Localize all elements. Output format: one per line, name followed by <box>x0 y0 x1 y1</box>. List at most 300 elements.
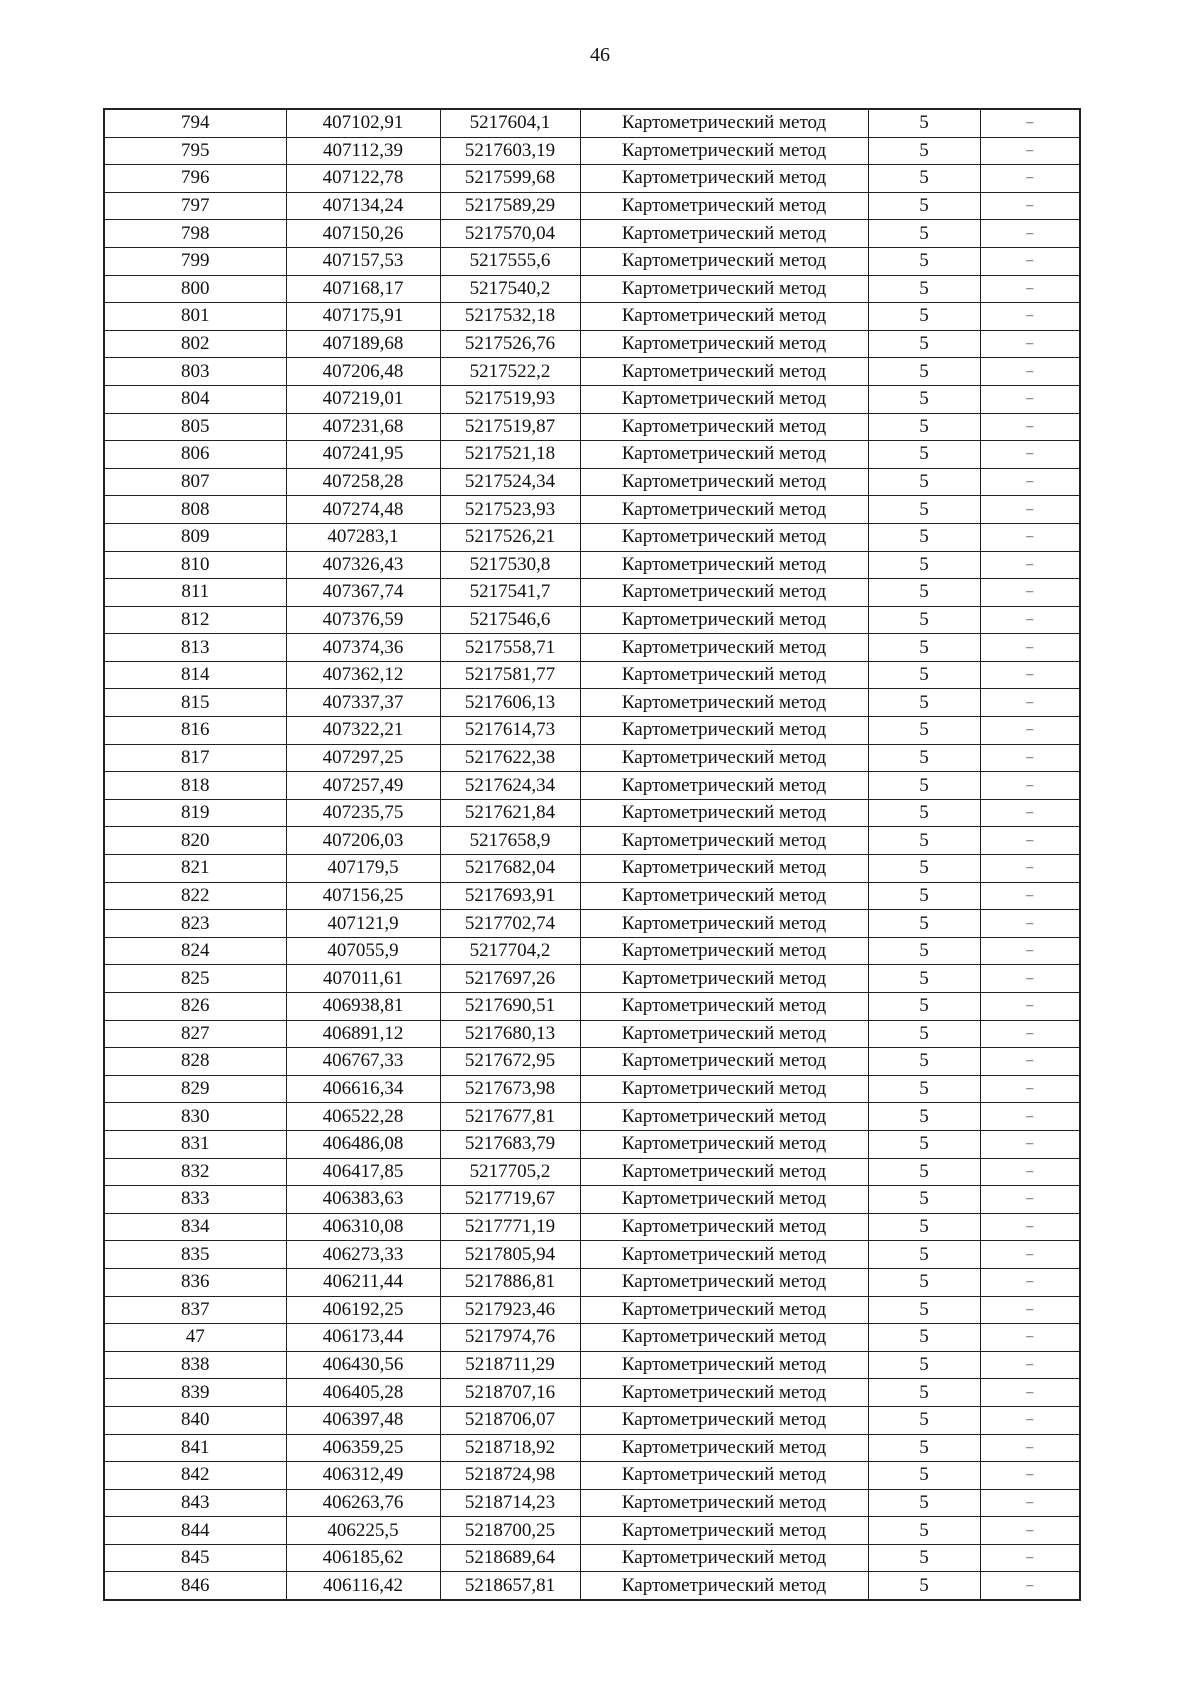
description-cell: – <box>980 1379 1080 1407</box>
x-coordinate-cell: 407297,25 <box>286 744 440 772</box>
x-coordinate-cell: 407326,43 <box>286 551 440 579</box>
method-cell: Картометрический метод <box>580 744 868 772</box>
x-coordinate-cell: 407374,36 <box>286 634 440 662</box>
point-number-cell: 810 <box>104 551 286 579</box>
x-coordinate-cell: 407121,9 <box>286 910 440 938</box>
point-number-cell: 795 <box>104 137 286 165</box>
method-cell: Картометрический метод <box>580 1462 868 1490</box>
description-cell: – <box>980 1186 1080 1214</box>
point-number-cell: 837 <box>104 1296 286 1324</box>
y-coordinate-cell: 5217532,18 <box>440 303 580 331</box>
method-cell: Картометрический метод <box>580 965 868 993</box>
table-row <box>104 882 1080 910</box>
description-cell: – <box>980 937 1080 965</box>
method-cell: Картометрический метод <box>580 1130 868 1158</box>
point-number-cell: 843 <box>104 1489 286 1517</box>
point-number-cell: 831 <box>104 1130 286 1158</box>
accuracy-cell: 5 <box>868 1241 980 1269</box>
table-row <box>104 827 1080 855</box>
method-cell: Картометрический метод <box>580 1517 868 1545</box>
table-row <box>104 1048 1080 1076</box>
accuracy-cell: 5 <box>868 192 980 220</box>
description-cell: – <box>980 385 1080 413</box>
y-coordinate-cell: 5217599,68 <box>440 165 580 193</box>
y-coordinate-cell: 5217682,04 <box>440 855 580 883</box>
table-row <box>104 1186 1080 1214</box>
description-cell: – <box>980 303 1080 331</box>
accuracy-cell: 5 <box>868 1489 980 1517</box>
point-number-cell: 825 <box>104 965 286 993</box>
x-coordinate-cell: 406263,76 <box>286 1489 440 1517</box>
table-row <box>104 1020 1080 1048</box>
y-coordinate-cell: 5218714,23 <box>440 1489 580 1517</box>
description-cell: – <box>980 1351 1080 1379</box>
table-row <box>104 661 1080 689</box>
description-cell: – <box>980 137 1080 165</box>
point-number-cell: 817 <box>104 744 286 772</box>
y-coordinate-cell: 5217697,26 <box>440 965 580 993</box>
table-row <box>104 606 1080 634</box>
x-coordinate-cell: 407231,68 <box>286 413 440 441</box>
description-cell: – <box>980 579 1080 607</box>
accuracy-cell: 5 <box>868 799 980 827</box>
point-number-cell: 829 <box>104 1075 286 1103</box>
x-coordinate-cell: 406273,33 <box>286 1241 440 1269</box>
description-cell: – <box>980 717 1080 745</box>
point-number-cell: 806 <box>104 441 286 469</box>
accuracy-cell: 5 <box>868 413 980 441</box>
description-cell: – <box>980 993 1080 1021</box>
description-cell: – <box>980 634 1080 662</box>
x-coordinate-cell: 407055,9 <box>286 937 440 965</box>
method-cell: Картометрический метод <box>580 1324 868 1352</box>
method-cell: Картометрический метод <box>580 1434 868 1462</box>
accuracy-cell: 5 <box>868 1158 980 1186</box>
point-number-cell: 802 <box>104 330 286 358</box>
y-coordinate-cell: 5217624,34 <box>440 772 580 800</box>
table-row <box>104 275 1080 303</box>
x-coordinate-cell: 406405,28 <box>286 1379 440 1407</box>
y-coordinate-cell: 5217604,1 <box>440 109 580 137</box>
x-coordinate-cell: 407102,91 <box>286 109 440 137</box>
y-coordinate-cell: 5217523,93 <box>440 496 580 524</box>
table-row <box>104 441 1080 469</box>
table-row <box>104 1517 1080 1545</box>
x-coordinate-cell: 407112,39 <box>286 137 440 165</box>
description-cell: – <box>980 1048 1080 1076</box>
method-cell: Картометрический метод <box>580 330 868 358</box>
method-cell: Картометрический метод <box>580 275 868 303</box>
x-coordinate-cell: 407376,59 <box>286 606 440 634</box>
x-coordinate-cell: 407206,03 <box>286 827 440 855</box>
accuracy-cell: 5 <box>868 910 980 938</box>
description-cell: – <box>980 441 1080 469</box>
table-row <box>104 1462 1080 1490</box>
x-coordinate-cell: 407150,26 <box>286 220 440 248</box>
accuracy-cell: 5 <box>868 165 980 193</box>
point-number-cell: 803 <box>104 358 286 386</box>
description-cell: – <box>980 109 1080 137</box>
method-cell: Картометрический метод <box>580 1351 868 1379</box>
accuracy-cell: 5 <box>868 220 980 248</box>
y-coordinate-cell: 5217541,7 <box>440 579 580 607</box>
y-coordinate-cell: 5217522,2 <box>440 358 580 386</box>
x-coordinate-cell: 407283,1 <box>286 523 440 551</box>
y-coordinate-cell: 5218718,92 <box>440 1434 580 1462</box>
method-cell: Картометрический метод <box>580 1241 868 1269</box>
accuracy-cell: 5 <box>868 441 980 469</box>
table-row <box>104 1324 1080 1352</box>
accuracy-cell: 5 <box>868 109 980 137</box>
y-coordinate-cell: 5217530,8 <box>440 551 580 579</box>
accuracy-cell: 5 <box>868 1103 980 1131</box>
method-cell: Картометрический метод <box>580 303 868 331</box>
x-coordinate-cell: 407134,24 <box>286 192 440 220</box>
description-cell: – <box>980 1241 1080 1269</box>
table-row <box>104 303 1080 331</box>
table-row <box>104 1268 1080 1296</box>
method-cell: Картометрический метод <box>580 1544 868 1572</box>
point-number-cell: 812 <box>104 606 286 634</box>
table-body <box>104 109 1080 1600</box>
page-number: 46 <box>590 44 610 66</box>
y-coordinate-cell: 5217622,38 <box>440 744 580 772</box>
y-coordinate-cell: 5217923,46 <box>440 1296 580 1324</box>
table-row <box>104 358 1080 386</box>
description-cell: – <box>980 1130 1080 1158</box>
accuracy-cell: 5 <box>868 965 980 993</box>
method-cell: Картометрический метод <box>580 385 868 413</box>
x-coordinate-cell: 407175,91 <box>286 303 440 331</box>
y-coordinate-cell: 5217680,13 <box>440 1020 580 1048</box>
table-row <box>104 1213 1080 1241</box>
accuracy-cell: 5 <box>868 661 980 689</box>
accuracy-cell: 5 <box>868 1517 980 1545</box>
table-row <box>104 799 1080 827</box>
point-number-cell: 820 <box>104 827 286 855</box>
method-cell: Картометрический метод <box>580 717 868 745</box>
table-row <box>104 1075 1080 1103</box>
y-coordinate-cell: 5217519,87 <box>440 413 580 441</box>
x-coordinate-cell: 406116,42 <box>286 1572 440 1600</box>
y-coordinate-cell: 5217704,2 <box>440 937 580 965</box>
point-number-cell: 845 <box>104 1544 286 1572</box>
method-cell: Картометрический метод <box>580 1489 868 1517</box>
method-cell: Картометрический метод <box>580 606 868 634</box>
table-row <box>104 1241 1080 1269</box>
x-coordinate-cell: 407367,74 <box>286 579 440 607</box>
point-number-cell: 811 <box>104 579 286 607</box>
point-number-cell: 794 <box>104 109 286 137</box>
table-row <box>104 855 1080 883</box>
table-row <box>104 937 1080 965</box>
point-number-cell: 844 <box>104 1517 286 1545</box>
description-cell: – <box>980 799 1080 827</box>
description-cell: – <box>980 1517 1080 1545</box>
method-cell: Картометрический метод <box>580 827 868 855</box>
x-coordinate-cell: 406430,56 <box>286 1351 440 1379</box>
method-cell: Картометрический метод <box>580 1296 868 1324</box>
table-row <box>104 910 1080 938</box>
point-number-cell: 828 <box>104 1048 286 1076</box>
accuracy-cell: 5 <box>868 551 980 579</box>
accuracy-cell: 5 <box>868 1296 980 1324</box>
point-number-cell: 809 <box>104 523 286 551</box>
table-row <box>104 496 1080 524</box>
method-cell: Картометрический метод <box>580 579 868 607</box>
description-cell: – <box>980 330 1080 358</box>
accuracy-cell: 5 <box>868 993 980 1021</box>
table-row <box>104 192 1080 220</box>
accuracy-cell: 5 <box>868 1434 980 1462</box>
accuracy-cell: 5 <box>868 1075 980 1103</box>
method-cell: Картометрический метод <box>580 496 868 524</box>
x-coordinate-cell: 406211,44 <box>286 1268 440 1296</box>
accuracy-cell: 5 <box>868 1544 980 1572</box>
y-coordinate-cell: 5217677,81 <box>440 1103 580 1131</box>
point-number-cell: 796 <box>104 165 286 193</box>
x-coordinate-cell: 406173,44 <box>286 1324 440 1352</box>
table-row <box>104 523 1080 551</box>
method-cell: Картометрический метод <box>580 137 868 165</box>
method-cell: Картометрический метод <box>580 937 868 965</box>
point-number-cell: 798 <box>104 220 286 248</box>
y-coordinate-cell: 5218689,64 <box>440 1544 580 1572</box>
table-row <box>104 965 1080 993</box>
point-number-cell: 815 <box>104 689 286 717</box>
point-number-cell: 800 <box>104 275 286 303</box>
table-row <box>104 220 1080 248</box>
y-coordinate-cell: 5217540,2 <box>440 275 580 303</box>
accuracy-cell: 5 <box>868 275 980 303</box>
description-cell: – <box>980 772 1080 800</box>
accuracy-cell: 5 <box>868 1213 980 1241</box>
table-row <box>104 385 1080 413</box>
accuracy-cell: 5 <box>868 1351 980 1379</box>
method-cell: Картометрический метод <box>580 192 868 220</box>
method-cell: Картометрический метод <box>580 1158 868 1186</box>
point-number-cell: 835 <box>104 1241 286 1269</box>
description-cell: – <box>980 689 1080 717</box>
description-cell: – <box>980 855 1080 883</box>
table-row <box>104 1130 1080 1158</box>
accuracy-cell: 5 <box>868 772 980 800</box>
x-coordinate-cell: 407011,61 <box>286 965 440 993</box>
accuracy-cell: 5 <box>868 137 980 165</box>
accuracy-cell: 5 <box>868 1406 980 1434</box>
description-cell: – <box>980 1462 1080 1490</box>
description-cell: – <box>980 1268 1080 1296</box>
y-coordinate-cell: 5217672,95 <box>440 1048 580 1076</box>
table-row <box>104 1406 1080 1434</box>
x-coordinate-cell: 407156,25 <box>286 882 440 910</box>
method-cell: Картометрический метод <box>580 109 868 137</box>
point-number-cell: 842 <box>104 1462 286 1490</box>
method-cell: Картометрический метод <box>580 993 868 1021</box>
y-coordinate-cell: 5217524,34 <box>440 468 580 496</box>
y-coordinate-cell: 5218711,29 <box>440 1351 580 1379</box>
table-row <box>104 413 1080 441</box>
description-cell: – <box>980 1020 1080 1048</box>
y-coordinate-cell: 5217521,18 <box>440 441 580 469</box>
y-coordinate-cell: 5217558,71 <box>440 634 580 662</box>
accuracy-cell: 5 <box>868 358 980 386</box>
method-cell: Картометрический метод <box>580 358 868 386</box>
table-row <box>104 1572 1080 1600</box>
x-coordinate-cell: 407168,17 <box>286 275 440 303</box>
y-coordinate-cell: 5217673,98 <box>440 1075 580 1103</box>
accuracy-cell: 5 <box>868 496 980 524</box>
accuracy-cell: 5 <box>868 1020 980 1048</box>
y-coordinate-cell: 5217693,91 <box>440 882 580 910</box>
table-row <box>104 330 1080 358</box>
table-row <box>104 1158 1080 1186</box>
description-cell: – <box>980 496 1080 524</box>
table-row <box>104 1544 1080 1572</box>
description-cell: – <box>980 192 1080 220</box>
accuracy-cell: 5 <box>868 855 980 883</box>
x-coordinate-cell: 406486,08 <box>286 1130 440 1158</box>
table-row <box>104 717 1080 745</box>
point-number-cell: 818 <box>104 772 286 800</box>
x-coordinate-cell: 407179,5 <box>286 855 440 883</box>
accuracy-cell: 5 <box>868 1324 980 1352</box>
method-cell: Картометрический метод <box>580 1186 868 1214</box>
point-number-cell: 799 <box>104 247 286 275</box>
y-coordinate-cell: 5217555,6 <box>440 247 580 275</box>
x-coordinate-cell: 406310,08 <box>286 1213 440 1241</box>
description-cell: – <box>980 1324 1080 1352</box>
y-coordinate-cell: 5218700,25 <box>440 1517 580 1545</box>
description-cell: – <box>980 744 1080 772</box>
method-cell: Картометрический метод <box>580 413 868 441</box>
accuracy-cell: 5 <box>868 606 980 634</box>
method-cell: Картометрический метод <box>580 1075 868 1103</box>
description-cell: – <box>980 1572 1080 1600</box>
accuracy-cell: 5 <box>868 717 980 745</box>
accuracy-cell: 5 <box>868 330 980 358</box>
table-row <box>104 137 1080 165</box>
x-coordinate-cell: 407337,37 <box>286 689 440 717</box>
accuracy-cell: 5 <box>868 882 980 910</box>
table-row <box>104 1103 1080 1131</box>
x-coordinate-cell: 407241,95 <box>286 441 440 469</box>
table-row <box>104 247 1080 275</box>
y-coordinate-cell: 5217606,13 <box>440 689 580 717</box>
description-cell: – <box>980 1434 1080 1462</box>
accuracy-cell: 5 <box>868 937 980 965</box>
y-coordinate-cell: 5218707,16 <box>440 1379 580 1407</box>
description-cell: – <box>980 275 1080 303</box>
method-cell: Картометрический метод <box>580 1213 868 1241</box>
x-coordinate-cell: 407258,28 <box>286 468 440 496</box>
y-coordinate-cell: 5217519,93 <box>440 385 580 413</box>
accuracy-cell: 5 <box>868 1186 980 1214</box>
method-cell: Картометрический метод <box>580 661 868 689</box>
table-row <box>104 109 1080 137</box>
y-coordinate-cell: 5217581,77 <box>440 661 580 689</box>
point-number-cell: 797 <box>104 192 286 220</box>
point-number-cell: 834 <box>104 1213 286 1241</box>
accuracy-cell: 5 <box>868 247 980 275</box>
point-number-cell: 838 <box>104 1351 286 1379</box>
description-cell: – <box>980 1213 1080 1241</box>
x-coordinate-cell: 407122,78 <box>286 165 440 193</box>
x-coordinate-cell: 406312,49 <box>286 1462 440 1490</box>
x-coordinate-cell: 406359,25 <box>286 1434 440 1462</box>
y-coordinate-cell: 5218706,07 <box>440 1406 580 1434</box>
accuracy-cell: 5 <box>868 744 980 772</box>
description-cell: – <box>980 965 1080 993</box>
accuracy-cell: 5 <box>868 523 980 551</box>
description-cell: – <box>980 661 1080 689</box>
x-coordinate-cell: 406767,33 <box>286 1048 440 1076</box>
accuracy-cell: 5 <box>868 689 980 717</box>
coordinates-table <box>103 108 1081 1601</box>
point-number-cell: 822 <box>104 882 286 910</box>
x-coordinate-cell: 406225,5 <box>286 1517 440 1545</box>
description-cell: – <box>980 1406 1080 1434</box>
x-coordinate-cell: 407206,48 <box>286 358 440 386</box>
y-coordinate-cell: 5217621,84 <box>440 799 580 827</box>
point-number-cell: 836 <box>104 1268 286 1296</box>
table-row <box>104 165 1080 193</box>
table-row <box>104 744 1080 772</box>
method-cell: Картометрический метод <box>580 799 868 827</box>
description-cell: – <box>980 1075 1080 1103</box>
y-coordinate-cell: 5217974,76 <box>440 1324 580 1352</box>
description-cell: – <box>980 827 1080 855</box>
point-number-cell: 841 <box>104 1434 286 1462</box>
x-coordinate-cell: 407322,21 <box>286 717 440 745</box>
point-number-cell: 816 <box>104 717 286 745</box>
table-row <box>104 1434 1080 1462</box>
description-cell: – <box>980 468 1080 496</box>
accuracy-cell: 5 <box>868 1130 980 1158</box>
point-number-cell: 839 <box>104 1379 286 1407</box>
point-number-cell: 826 <box>104 993 286 1021</box>
x-coordinate-cell: 406383,63 <box>286 1186 440 1214</box>
description-cell: – <box>980 523 1080 551</box>
table-row <box>104 772 1080 800</box>
description-cell: – <box>980 882 1080 910</box>
accuracy-cell: 5 <box>868 385 980 413</box>
y-coordinate-cell: 5217771,19 <box>440 1213 580 1241</box>
x-coordinate-cell: 406192,25 <box>286 1296 440 1324</box>
y-coordinate-cell: 5217719,67 <box>440 1186 580 1214</box>
description-cell: – <box>980 606 1080 634</box>
point-number-cell: 840 <box>104 1406 286 1434</box>
method-cell: Картометрический метод <box>580 1048 868 1076</box>
x-coordinate-cell: 406185,62 <box>286 1544 440 1572</box>
table-row <box>104 551 1080 579</box>
method-cell: Картометрический метод <box>580 855 868 883</box>
point-number-cell: 821 <box>104 855 286 883</box>
point-number-cell: 819 <box>104 799 286 827</box>
y-coordinate-cell: 5217705,2 <box>440 1158 580 1186</box>
description-cell: – <box>980 1158 1080 1186</box>
description-cell: – <box>980 247 1080 275</box>
method-cell: Картометрический метод <box>580 1268 868 1296</box>
method-cell: Картометрический метод <box>580 468 868 496</box>
method-cell: Картометрический метод <box>580 165 868 193</box>
x-coordinate-cell: 406522,28 <box>286 1103 440 1131</box>
y-coordinate-cell: 5217702,74 <box>440 910 580 938</box>
accuracy-cell: 5 <box>868 1048 980 1076</box>
table-row <box>104 689 1080 717</box>
point-number-cell: 832 <box>104 1158 286 1186</box>
accuracy-cell: 5 <box>868 634 980 662</box>
